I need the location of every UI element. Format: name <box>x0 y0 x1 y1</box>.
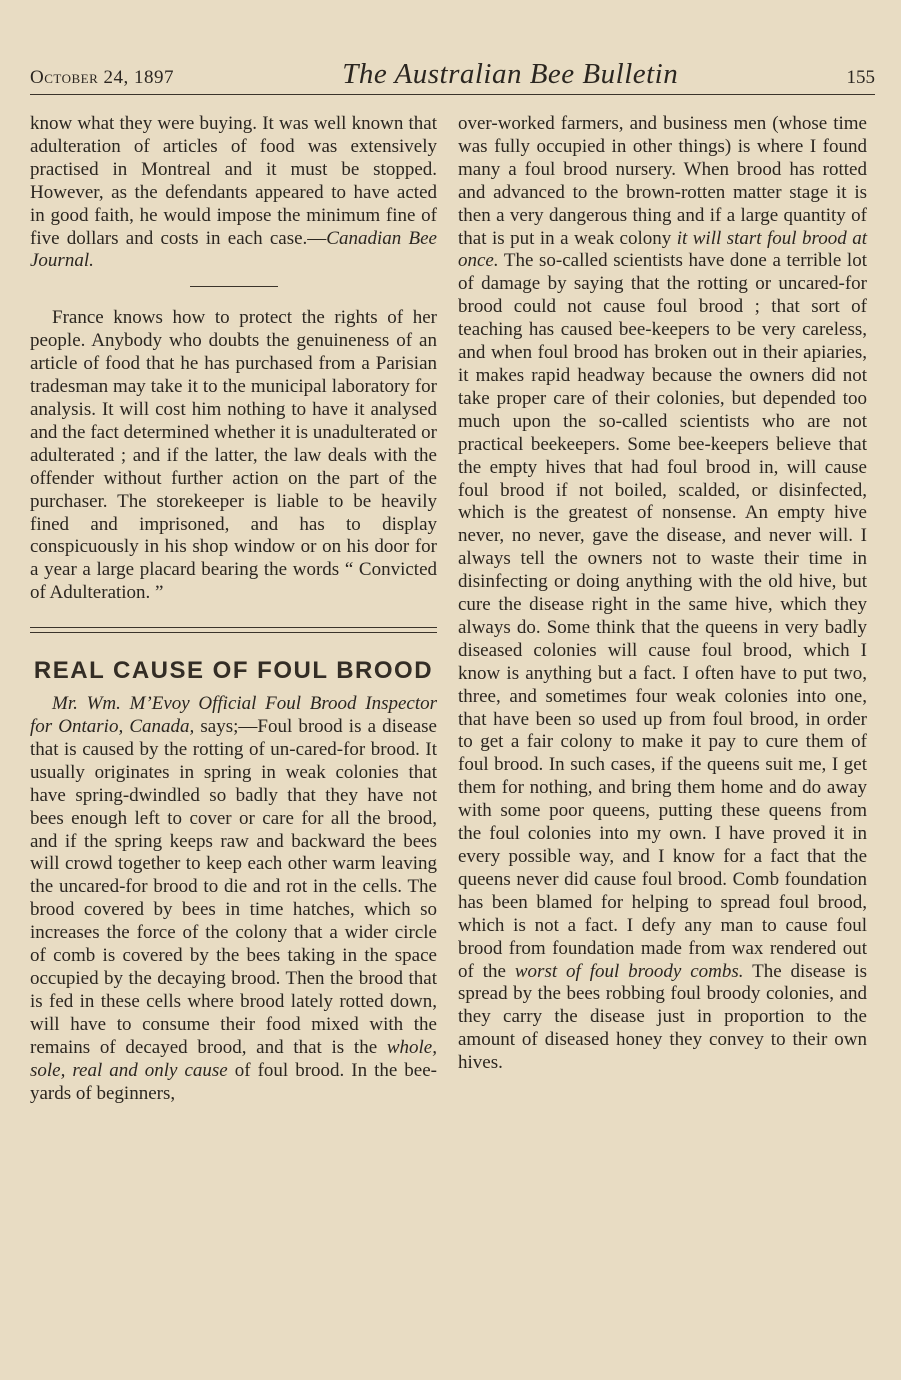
running-header <box>30 58 875 98</box>
france-paragraph: France knows how to protect the rights of her people. Anybody who doubts the genuineness of an article of food that he has purchased from a Parisian tradesman may take it to the municipal laboratory for analysis. It will cost him nothing to have it analysed and the fact determined whether it is unadulterated or adulterated ; and if the latter, the law deals with the offender without further action on the part of the purchaser. The storekeeper is liable to be heavily fined and imprisoned, and has to display conspicuously in his shop window or on his door for a year a large placard bearing the words “ Convicted of Adulteration. ” <box>30 307 437 604</box>
publication-title: The Australian Bee Bulletin <box>342 58 679 90</box>
double-divider <box>30 627 437 633</box>
page-number: 155 <box>846 67 875 88</box>
continuation-emphasis-combs: worst of foul broody combs. <box>514 960 744 982</box>
article-byline: Mr. Wm. M’Evoy Official Foul Brood Inspector for Ontario, Canada, <box>30 693 437 738</box>
right-column <box>458 113 867 1075</box>
article-opening <box>30 693 437 1105</box>
article-text-continued: of foul brood. In the bee-yards of beginners, <box>30 1059 438 1104</box>
continuation-emphasis: it will start foul brood at once. <box>458 227 867 272</box>
continuation-text-end: The disease is spread by the bees robbing foul broody colonies, and they carry the disease just in proportion to the amount of diseased honey they convey to their own hives. <box>458 960 868 1074</box>
issue-date: October 24, 1897 <box>30 67 175 88</box>
continued-paragraph <box>30 113 437 273</box>
left-column <box>30 113 437 1105</box>
continued-paragraph-text: know what they were buying. It was well known that adulteration of articles of food was extensively practised in Montreal and it must be stopped. However, as the defendants appeared to have acted in good faith, he would impose the minimum fine of five dollars and costs in each case.— <box>30 113 437 249</box>
article-text: says;—Foul brood is a disease that is caused by the rotting of un-cared-for brood. It usually originates in spring in weak colonies that have spring-dwindled so badly that they have not bees enough left to cover or care for all the brood, and if the spring keeps raw and backward the bees will crowd together to keep each other warm leaving the uncared-for brood to die and rot in the cells. The brood covered by bees in time hatches, which so increases the force of the colony that a wider circle of comb is covered by the bees taking in the space occupied by the decaying brood. Then the brood that is fed in these cells where brood lately rotted down, will have to consume their food mixed with the remains of decayed brood, and that is the <box>30 716 437 1058</box>
continuation-text: over-worked farmers, and business men (whose time was fully occupied in other things) is where I found many a foul brood nursery. When brood has rotted and advanced to the brown-rotten matter stage it is then a very dangerous thing and if a large quantity of that is put in a weak colony <box>458 113 867 249</box>
source-citation: Canadian Bee Journal. <box>30 227 437 272</box>
section-divider <box>190 286 278 287</box>
article-continuation <box>458 113 867 1075</box>
continuation-text-main: The so-called scientists have done a terrible lot of damage by saying that the rotting or uncared-for brood could not cause foul brood ; that sort of teaching has caused bee-keepers to be very careless, and when foul brood has broken out in their apiaries, it makes rapid headway because the owners did not take proper care of their colonies, but depended too much upon the so-called scientists who are not practical beekeepers. Some bee-keepers believe that the empty hives that had foul brood in, will cause foul brood if not boiled, scalded, or disinfected, which is the greatest of nonsense. An empty hive never, no never, gave the disease, and never will. I always tell the owners not to waste their time in disinfecting or doing anything with the old hive, but cure the disease right in the same hive, which they always do. Some think that the queens in very badly diseased colonies will cause foul brood, which I know is anything but a fact. I often have to put two, three, and sometimes four weak colonies into one, that have been so used up from foul brood, in order to get a fair colony to make it pay to cure them of foul brood. In such cases, if the queens suit me, I get them for nothing, and bring them home and do away with some poor queens, putting these queens from the foul colonies into my own. I have proved it in every possible way, and I know for a fact that the queens never did cause foul brood. Comb foundation has been blamed for helping to spread foul brood, which is not a fact. I defy any man to cause foul brood from foundation made from wax rendered out of the <box>458 250 867 982</box>
article-heading: REAL CAUSE OF FOUL BROOD <box>33 657 434 685</box>
header-rule <box>30 94 875 95</box>
article-emphasis: whole, sole, real and only cause <box>30 1036 437 1081</box>
